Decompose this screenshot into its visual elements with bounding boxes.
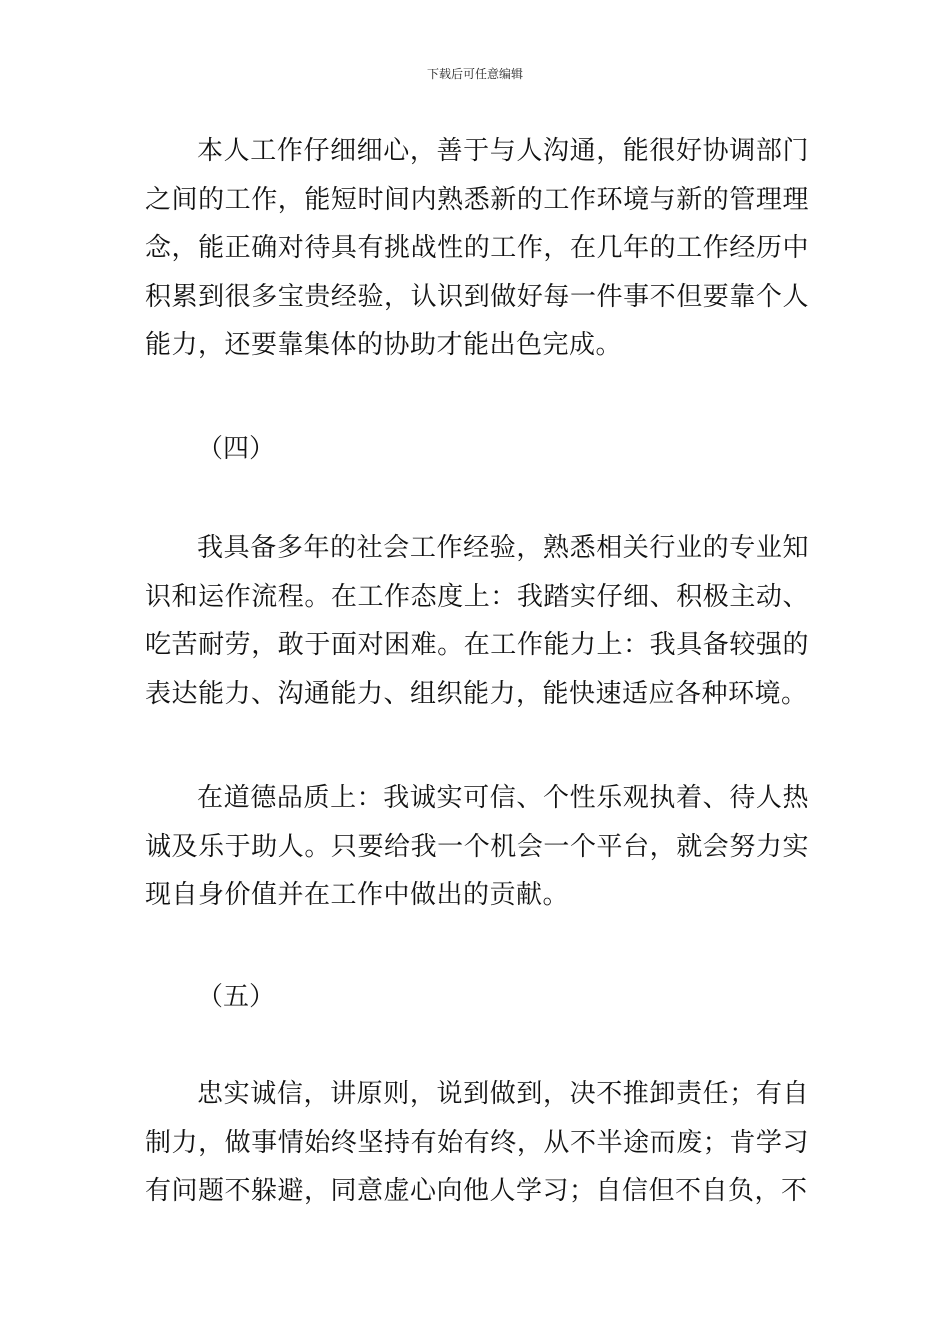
section-heading-five: （五） [197, 982, 276, 1012]
paragraph-integrity: 忠实诚信，讲原则，说到做到，决不推卸责任；有自制力，做事情始终坚持有始有终，从不半途而废；肯学习有问题不躲避，同意虚心向他人学习；自信但不自负，不 [145, 1079, 809, 1207]
paragraph-moral-quality: 在道德品质上：我诚实可信、个性乐观执着、待人热诚及乐于助人。只要给我一个机会一个平台，就会努力实现自身价值并在工作中做出的贡献。 [145, 783, 809, 911]
paragraph-experience: 我具备多年的社会工作经验，熟悉相关行业的专业知识和运作流程。在工作态度上：我踏实仔细、积极主动、吃苦耐劳，敢于面对困难。在工作能力上：我具备较强的表达能力、沟通能力、组织能力，能快速适应各种环境。 [145, 533, 809, 709]
section-heading-four: （四） [197, 434, 276, 464]
paragraph-work-attitude: 本人工作仔细细心，善于与人沟通，能很好协调部门之间的工作，能短时间内熟悉新的工作环境与新的管理理念，能正确对待具有挑战性的工作，在几年的工作经历中积累到很多宝贵经验，认识到做好每一件事不但要靠个人能力，还要靠集体的协助才能出色完成。 [145, 136, 809, 361]
header-note: 下载后可任意编辑 [426, 67, 523, 81]
